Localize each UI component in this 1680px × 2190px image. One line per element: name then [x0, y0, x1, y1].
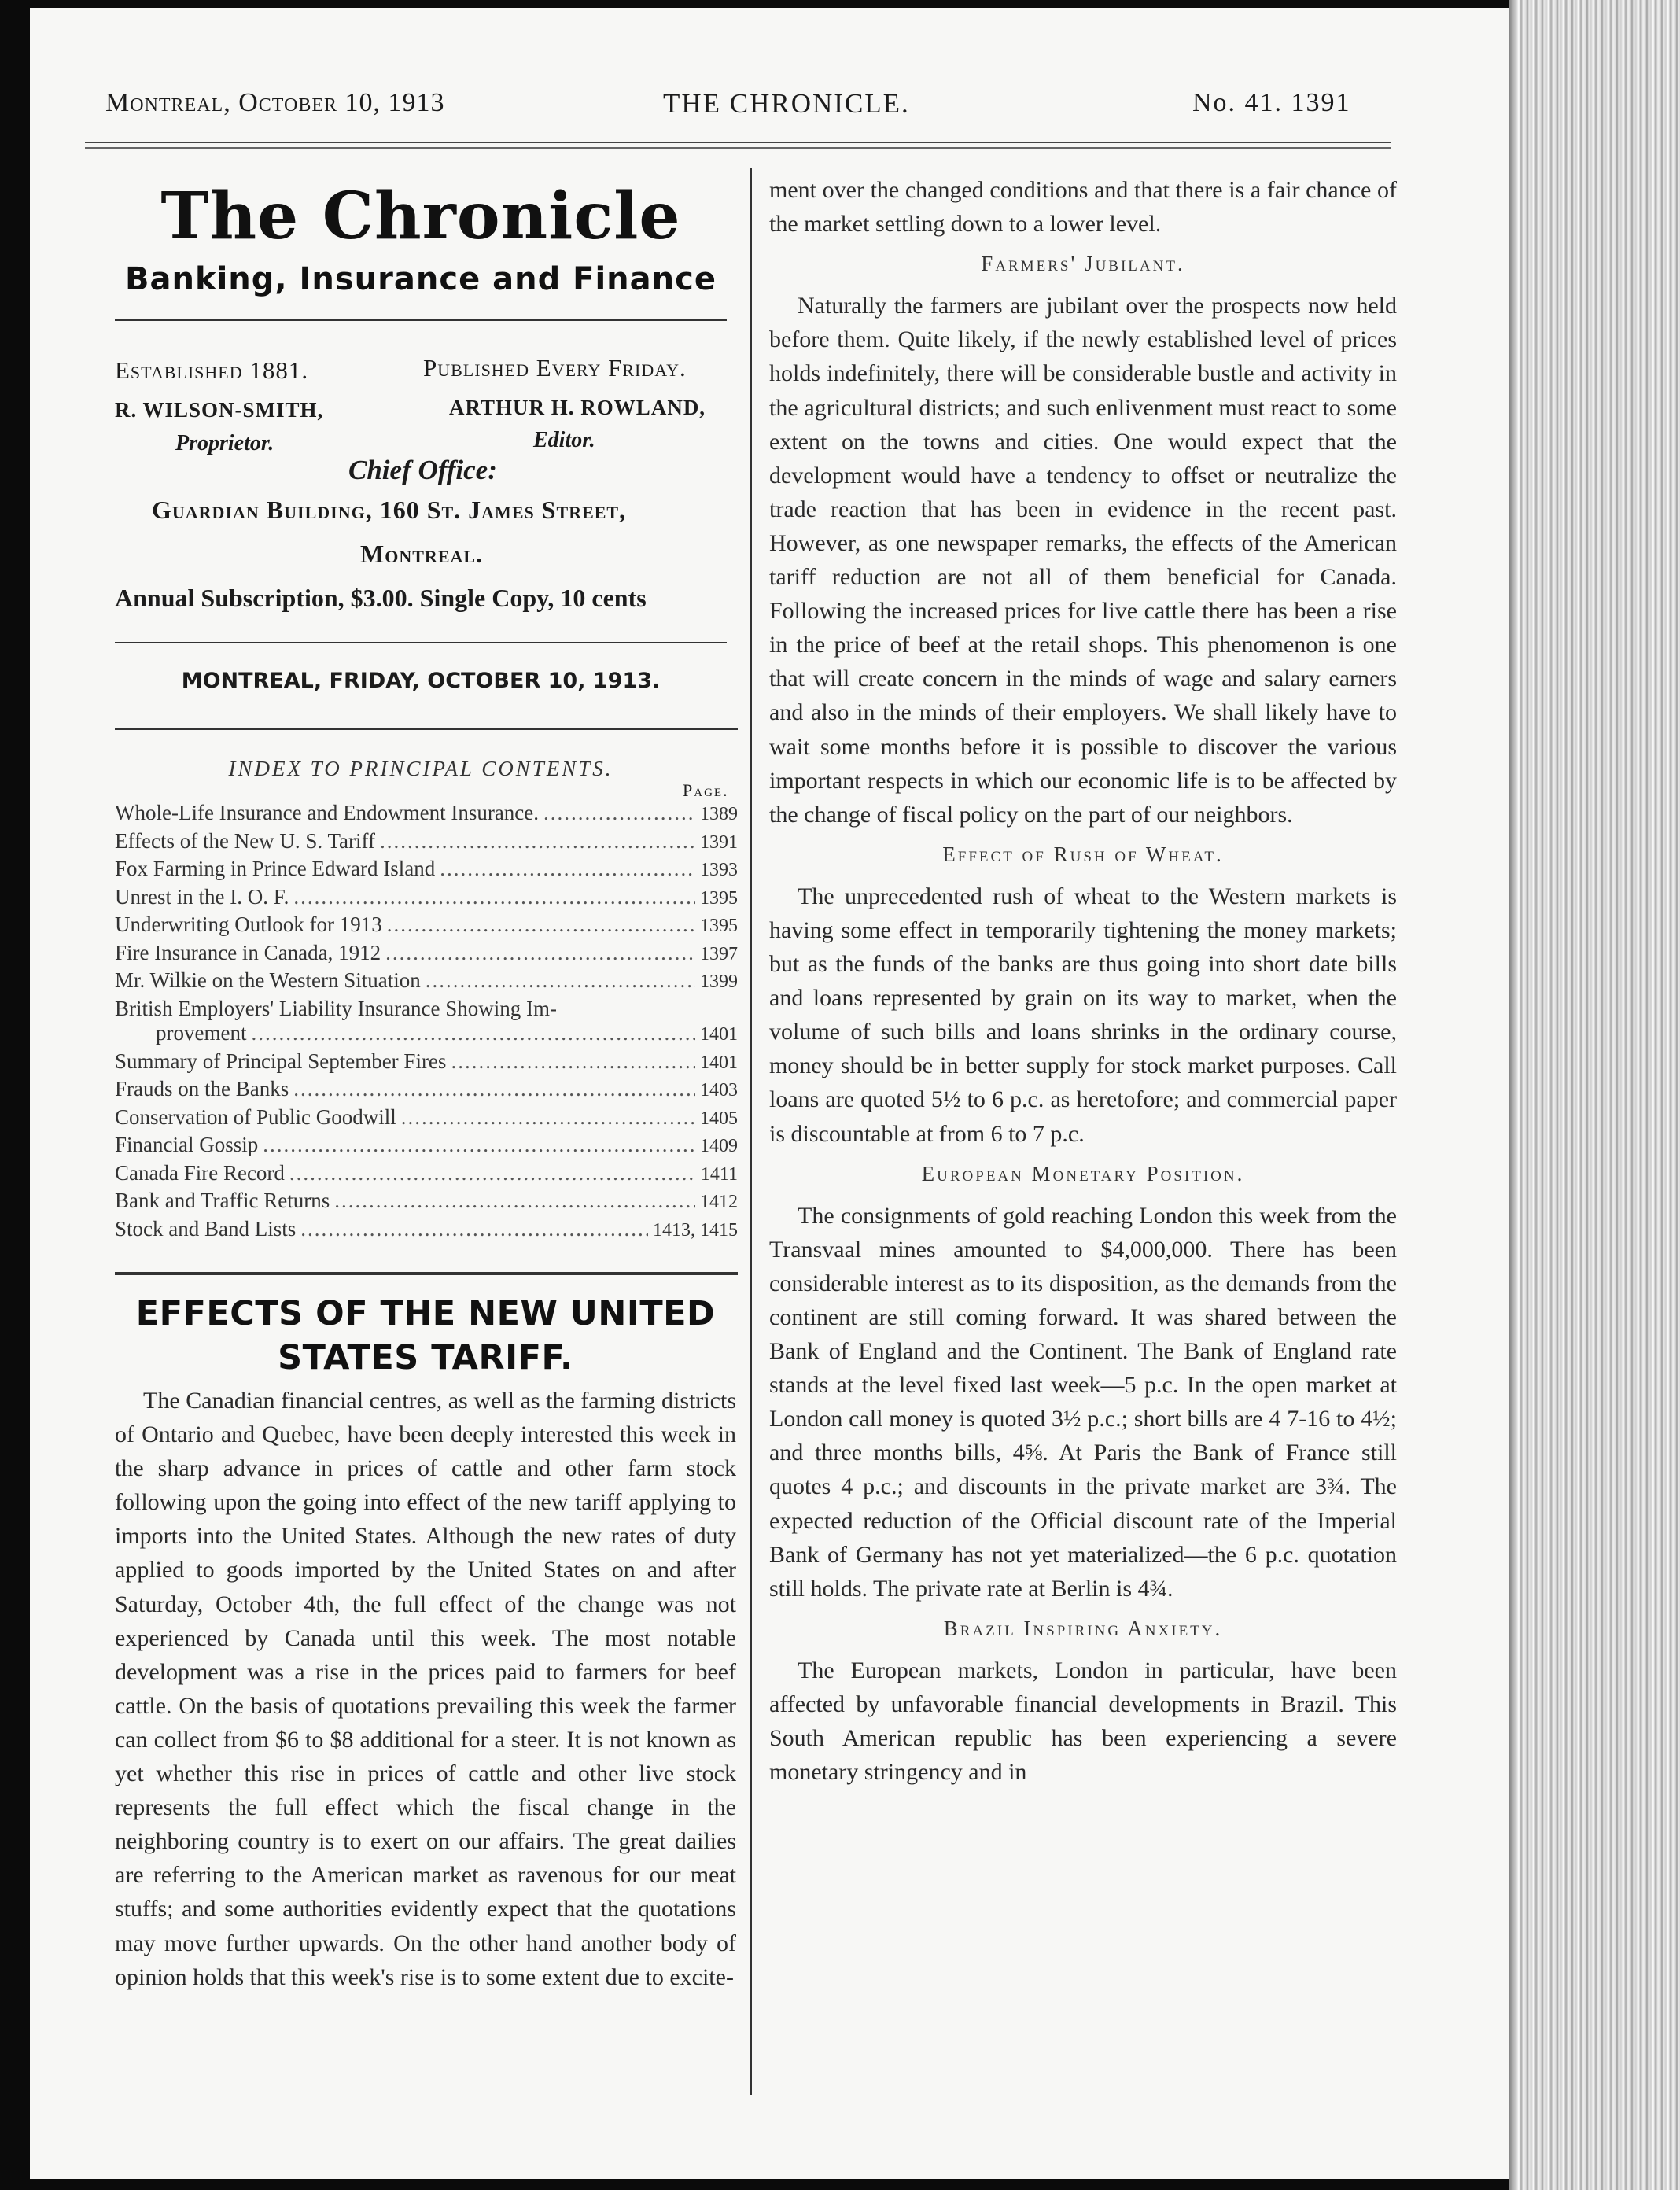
subhead-farmers-jubilant: Farmers' Jubilant.: [981, 252, 1185, 276]
index-item: Summary of Principal September Fires ..... 1401: [115, 1049, 738, 1078]
masthead-rule: [115, 319, 727, 321]
article-paragraph-4: The consignments of gold reaching London this week from the Transvaal mines amounted to $4,000,000. There has been considerable interest as to its disposition, as the demands from the continent are still coming forward. It was shared between the Bank of England and the Continent. The Bank of England rate stands at the level fixed last week—5 p.c. In the open market at London call money is quoted 3½ p.c.; short bills are 4 7-16 to 4½; and three months bills, 4⅝. At Paris the Bank of France still quotes 4 p.c.; and discounts in the private market are 3¾. The expected reduction of the Official discount rate of the Imperial Bank of Germany has not yet materialized—the 6 p.c. quotation still holds. The private rate at Berlin is 4¾.: [769, 1202, 1397, 1602]
index-item: Stock and Band Lists ..... 1413, 1415: [115, 1217, 738, 1245]
index-item: Whole-Life Insurance and Endowment Insurance. ..... 1389: [115, 801, 738, 829]
index-item: Canada Fire Record ..... 1411: [115, 1161, 738, 1189]
index-item: Frauds on the Banks ..... 1403: [115, 1077, 738, 1105]
index-item: provement ..... 1401: [115, 1021, 738, 1049]
index-item: Effects of the New U. S. Tariff ..... 1391: [115, 829, 738, 857]
office-city: Montreal.: [360, 540, 483, 568]
subhead-brazil: Brazil Inspiring Anxiety.: [943, 1616, 1223, 1640]
published-text: Published Every Friday.: [423, 354, 687, 382]
running-head-date: Montreal, October 10, 1913: [105, 88, 445, 117]
article-paragraph-5: The European markets, London in particular, have been affected by unfavorable financial developments in Brazil. This South American republic has been experiencing a severe monetary stringency and in: [769, 1657, 1397, 1786]
dateline: MONTREAL, FRIDAY, OCTOBER 10, 1913.: [181, 669, 661, 693]
left-column-body: [115, 1384, 736, 1994]
editor-name: ARTHUR H. ROWLAND,: [449, 396, 706, 419]
subhead-rush-of-wheat: Effect of Rush of Wheat.: [942, 842, 1224, 866]
right-column-body: [769, 173, 1397, 1789]
proprietor-name: R. WILSON-SMITH,: [115, 398, 324, 422]
index-item: Financial Gossip ..... 1409: [115, 1133, 738, 1161]
index-item: Bank and Traffic Returns ..... 1412: [115, 1189, 738, 1217]
article-paragraph-3: The unprecedented rush of wheat to the Western markets is having some effect in temporarily tightening the money markets; but as the funds of the banks are thus going into short date bills and loans represented by grain on its way to market, when the volume of such bills and loans shrinks in the ordinary course, money should be in better supply for stock market purposes. Call loans are quoted 5½ to 6 p.c. as heretofore; and commercial paper is discountable at from 6 to 7 p.c.: [769, 883, 1397, 1147]
subhead-european-monetary: European Monetary Position.: [921, 1161, 1245, 1185]
article-title-line2: STATES TARIFF.: [278, 1338, 573, 1377]
article-title-line1: EFFECTS OF THE NEW UNITED: [135, 1294, 716, 1333]
index-page-label: Page.: [683, 780, 729, 800]
article-title: [115, 1292, 736, 1380]
article-paragraph-2: Naturally the farmers are jubilant over the prospects now held before them. Quite likely, if the newly established level of prices holds indefinitely, there will be considerable bustle and activity in the agricultural districts; and such enlivenment must react to some extent on the towns and cities. One would expect that the development would have a tendency to offset or neutralize the trade reaction that has been in evidence in the recent past. However, as one newspaper remarks, the effects of the American tariff reduction are not all of them beneficial for Canada. Following the increased prices for live cattle there has been a rise in the price of beef at the retail shops. This phenomenon is one that will create concern in the minds of wage and salary earners and also in the minds of their employers. We shall likely have to wait some months before it is possible to discover the various important respects in which our economic life is to be affected by the change of fiscal policy on the part of our neighbors.: [769, 293, 1397, 828]
index-item: Underwriting Outlook for 1913 ..... 1395: [115, 912, 738, 941]
index-list: [115, 801, 738, 1244]
index-item: Fire Insurance in Canada, 1912 ..... 1397: [115, 941, 738, 969]
office-label: Chief Office:: [348, 455, 497, 485]
index-item: Mr. Wilkie on the Western Situation ..... 1399: [115, 968, 738, 997]
index-item: Conservation of Public Goodwill ..... 1405: [115, 1105, 738, 1134]
office-address: Guardian Building, 160 St. James Street,: [152, 496, 627, 524]
editor-title: Editor.: [533, 428, 595, 452]
masthead-subtitle: Banking, Insurance and Finance: [125, 261, 717, 297]
running-head-title: THE CHRONICLE.: [663, 88, 910, 119]
article-paragraph-1-continued: ment over the changed conditions and that there is a fair chance of the market settling down to a lower level.: [769, 177, 1397, 238]
column-divider: [750, 168, 752, 2095]
index-item: British Employers' Liability Insurance Showing Im-: [115, 996, 558, 1020]
index-item: Fox Farming in Prince Edward Island ..... 1393: [115, 857, 738, 885]
running-head-number: No. 41. 1391: [1192, 88, 1351, 117]
subscription-text: Annual Subscription, $3.00. Single Copy, 10 cents: [115, 584, 647, 612]
proprietor-title: Proprietor.: [175, 431, 274, 455]
established-text: Established 1881.: [115, 356, 309, 384]
dateline-rule: [115, 728, 738, 730]
info-rule: [115, 642, 727, 643]
newspaper-page: [30, 8, 1509, 2179]
book-page-edges: [1509, 0, 1680, 2190]
index-item: Unrest in the I. O. F. ..... 1395: [115, 885, 738, 913]
index-title: INDEX TO PRINCIPAL CONTENTS.: [228, 757, 613, 780]
header-rule: [85, 142, 1391, 149]
masthead-title: The Chronicle: [160, 179, 681, 254]
index-rule: [115, 1272, 738, 1275]
article-paragraph-1: The Canadian financial centres, as well as the farming districts of Ontario and Quebec, have been deeply interested this week in the sharp advance in prices of cattle and other farm stock following upon the going into effect of the new tariff applying to imports into the United States. Although the new rates of duty applied to goods imported by the United States on and after Saturday, October 4th, the full effect of the change was not experienced by Canada until this week. The most notable development was a rise in the prices paid to farmers for beef cattle. On the basis of quotations prevailing this week the farmer can collect from $6 to $8 additional for a steer. It is not known as yet whether this rise in prices of cattle and other live stock represents the full effect which the fiscal change in the neighboring country is to exert on our affairs. The great dailies are referring to the American market as ravenous for our meat stuffs; and some authorities evidently expect that the quotations may move further upwards. On the other hand another body of opinion holds that this week's rise is to some extent due to excite-: [115, 1388, 736, 1990]
